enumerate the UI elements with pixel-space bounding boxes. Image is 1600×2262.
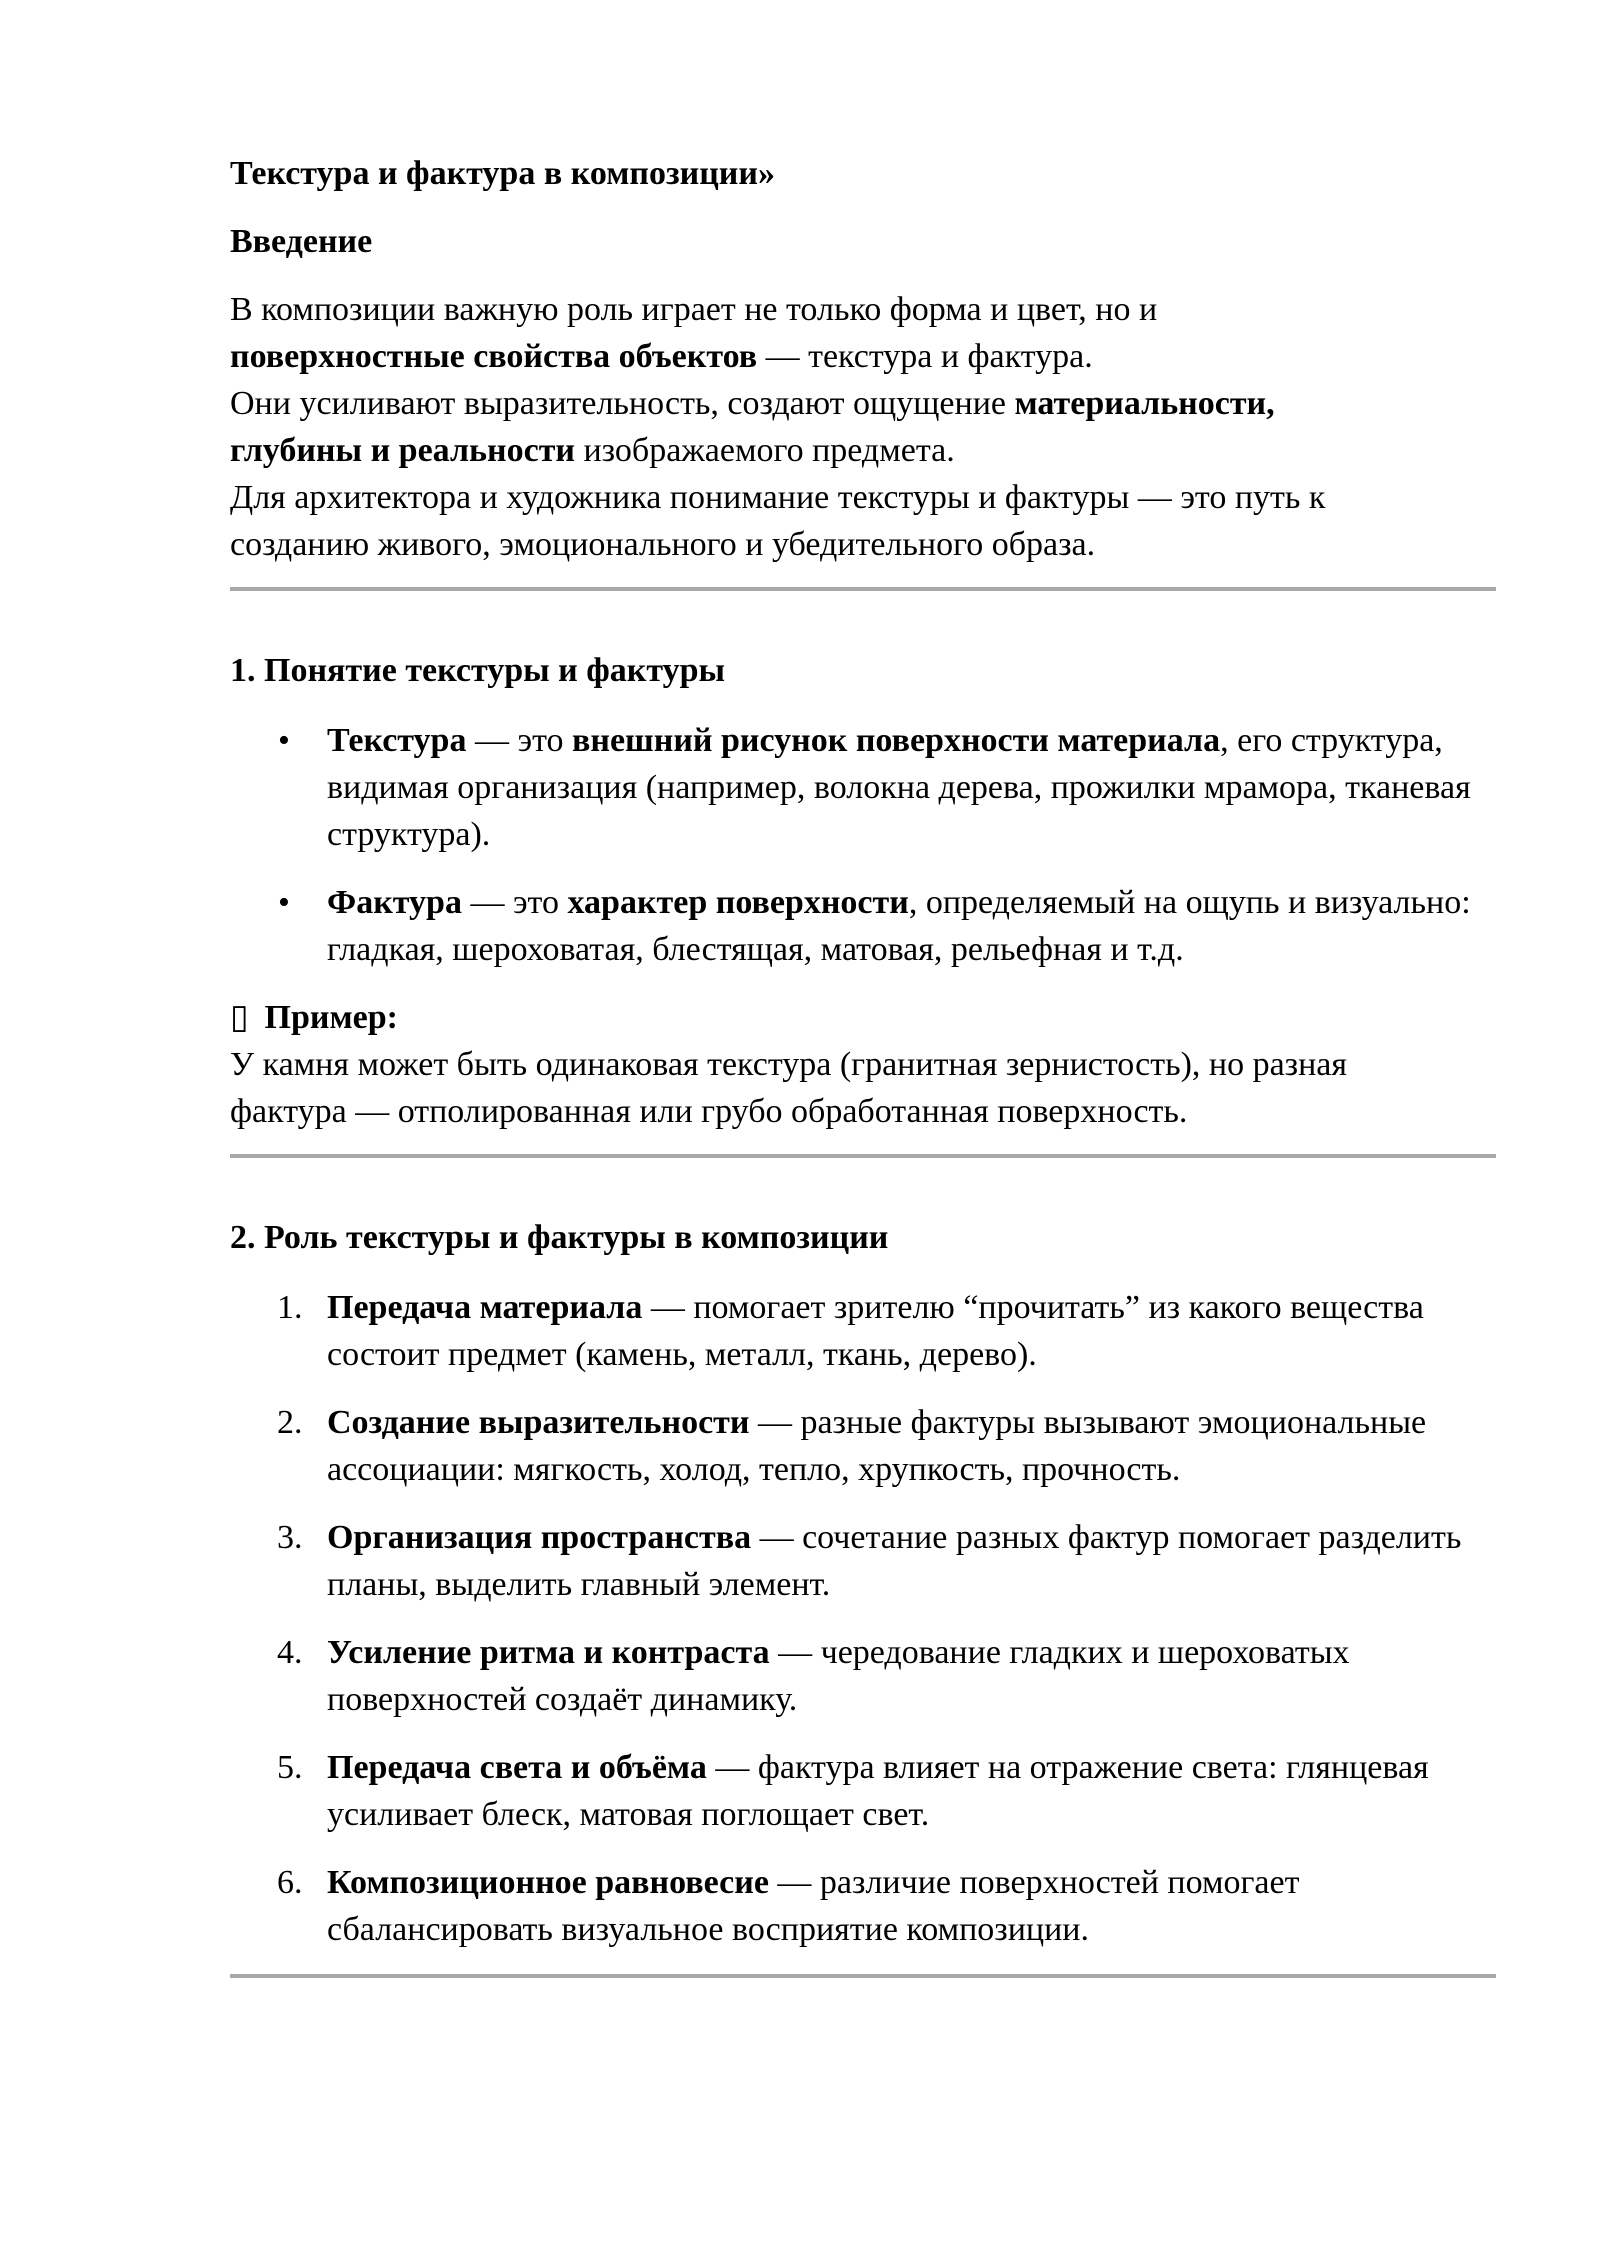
text-run: Для архитектора и художника понимание текстуры и фактуры — это путь к	[230, 479, 1326, 516]
document-title: Текстура и фактура в композиции»	[230, 155, 775, 192]
bold-phrase: материальности,	[1014, 385, 1275, 422]
item-number: 5.	[277, 1749, 303, 1786]
text-run: изображаемого предмета.	[574, 432, 955, 469]
key-phrase: внешний рисунок поверхности материала	[572, 722, 1221, 759]
list-item	[230, 1629, 1496, 1723]
intro-heading: Введение	[230, 223, 373, 260]
term: Передача материала	[327, 1289, 643, 1326]
definition-text: , определяемый на ощупь и визуально: гладкая, шероховатая, блестящая, матовая, рельефная и т.д.	[327, 884, 1471, 968]
divider	[230, 1974, 1496, 1978]
list-item	[230, 879, 1496, 973]
example-label: Пример:	[264, 999, 398, 1036]
item-number: 6.	[277, 1864, 303, 1901]
term: Текстура	[327, 722, 467, 759]
list-item	[230, 1514, 1496, 1608]
intro-line	[230, 286, 1496, 333]
separator: — это	[461, 884, 568, 921]
list-item	[230, 1399, 1496, 1493]
bullet-marker: •	[278, 884, 290, 921]
key-phrase: характер поверхности	[567, 884, 909, 921]
text-run: В композиции важную роль играет не только форма и цвет, но и	[230, 291, 1158, 328]
text-run: Они усиливают выразительность, создают ощущение	[230, 385, 1015, 422]
definitions-list	[230, 717, 1496, 973]
example-text	[230, 1041, 1496, 1135]
section-2-heading: 2. Роль текстуры и фактуры в композиции	[230, 1219, 889, 1256]
description-text: — различие поверхностей помогает сбалансировать визуальное восприятие композиции.	[327, 1864, 1300, 1948]
bold-phrase: глубины и реальности	[230, 432, 575, 469]
text-run: созданию живого, эмоционального и убедительного образа.	[230, 526, 1096, 563]
section-1-heading: 1. Понятие текстуры и фактуры	[230, 652, 726, 689]
term: Усиление ритма и контраста	[327, 1634, 770, 1671]
item-number: 4.	[277, 1634, 303, 1671]
definition-text: , его структура, видимая организация (например, волокна дерева, прожилки мрамора, тканевая структура).	[327, 722, 1471, 853]
example-label-line	[230, 994, 1496, 1041]
description-text: — сочетание разных фактур помогает разделить планы, выделить главный элемент.	[327, 1519, 1462, 1603]
item-number: 3.	[277, 1519, 303, 1556]
term: Создание выразительности	[327, 1404, 750, 1441]
item-number: 1.	[277, 1289, 303, 1326]
term: Фактура	[327, 884, 462, 921]
intro-line	[230, 474, 1496, 521]
intro-line	[230, 380, 1496, 427]
separator: — это	[466, 722, 572, 759]
document-page	[230, 150, 1496, 1978]
intro-line	[230, 427, 1496, 474]
intro-paragraph	[230, 286, 1496, 568]
roles-list	[230, 1284, 1496, 1953]
term: Композиционное равновесие	[327, 1864, 769, 1901]
description-text: — разные фактуры вызывают эмоциональные ассоциации: мягкость, холод, тепло, хрупкость, прочность.	[327, 1404, 1427, 1488]
divider	[230, 587, 1496, 591]
item-number: 2.	[277, 1404, 303, 1441]
bold-phrase: поверхностные свойства объектов	[230, 338, 758, 375]
divider	[230, 1154, 1496, 1158]
text-run: — текстура и фактура.	[757, 338, 1093, 375]
list-item	[230, 1284, 1496, 1378]
list-item	[230, 717, 1496, 858]
description-text: — фактура влияет на отражение света: глянцевая усиливает блеск, матовая поглощает свет.	[327, 1749, 1429, 1833]
list-item	[230, 1744, 1496, 1838]
intro-line	[230, 333, 1496, 380]
example-line: фактура — отполированная или грубо обработанная поверхность.	[230, 1093, 1188, 1130]
intro-line	[230, 521, 1496, 568]
description-text: — чередование гладких и шероховатых поверхностей создаёт динамику.	[327, 1634, 1350, 1718]
example-line: У камня может быть одинаковая текстура (гранитная зернистость), но разная	[230, 1046, 1348, 1083]
term: Организация пространства	[327, 1519, 752, 1556]
description-text: — помогает зрителю “прочитать” из какого вещества состоит предмет (камень, металл, ткань, дерево).	[327, 1289, 1424, 1373]
list-item	[230, 1859, 1496, 1953]
bullet-marker: •	[278, 722, 290, 759]
term: Передача света и объёма	[327, 1749, 707, 1786]
missing-glyph-icon: ▯	[230, 999, 249, 1036]
